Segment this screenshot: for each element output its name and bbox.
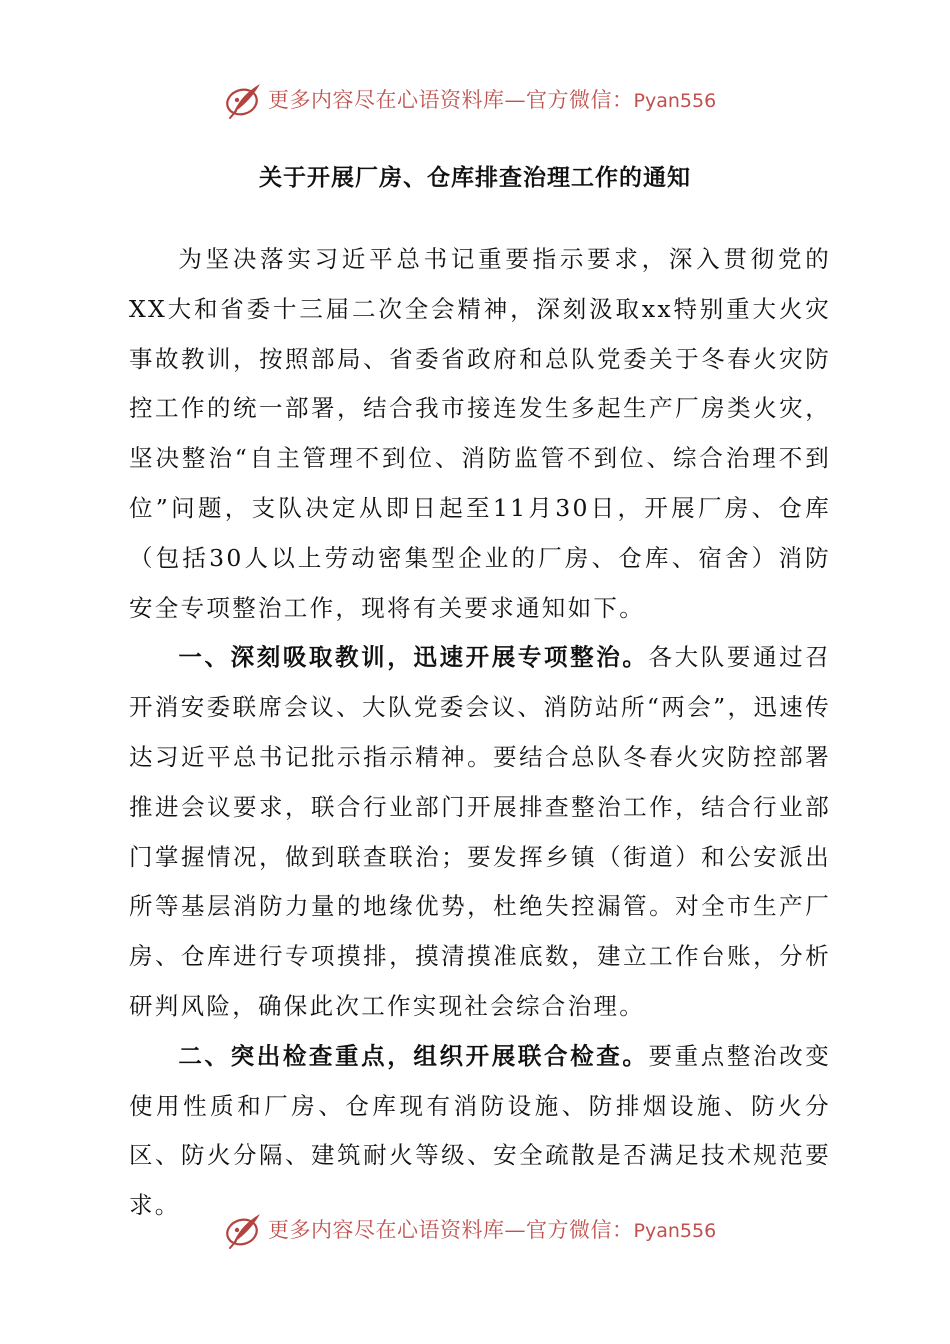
section-2-paragraph xyxy=(129,1032,831,1231)
section-1-text: 各大队要通过召开消安委联席会议、大队党委会议、消防站所“两会”，迅速传达习近平总书记批示指示精神。要结合总队冬春火灾防控部署推进会议要求，联合行业部门开展排查整治工作，结合行业部门掌握情况，做到联查联治；要发挥乡镇（街道）和公安派出所等基层消防力量的地缘优势，杜绝失控漏管。对全市生产厂房、仓库进行专项摸排，摸清摸准底数，建立工作台账，分析研判风险，确保此次工作实现社会综合治理。 xyxy=(129,643,831,1020)
document-title: 关于开展厂房、仓库排查治理工作的通知 xyxy=(259,164,691,191)
section-1-paragraph xyxy=(129,633,831,1031)
feather-pen-logo-icon xyxy=(224,1210,264,1250)
watermark-text xyxy=(268,87,716,114)
intro-paragraph: 为坚决落实习近平总书记重要指示要求，深入贯彻党的XX大和省委十三届二次全会精神，深刻汲取xx特别重大火灾事故教训，按照部局、省委省政府和总队党委关于冬春火灾防控工作的统一部署，结合我市接连发生多起生产厂房类火灾，坚决整治“自主管理不到位、消防监管不到位、综合治理不到位”问题，支队决定从即日起至11月30日，开展厂房、仓库（包括30人以上劳动密集型企业的厂房、仓库、宿舍）消防安全专项整治工作，现将有关要求通知如下。 xyxy=(129,245,831,622)
section-2-heading: 二、突出检查重点，组织开展联合检查。 xyxy=(178,1041,649,1070)
watermark-text xyxy=(268,1217,716,1244)
footer-watermark-banner xyxy=(0,1208,950,1252)
header-watermark-banner xyxy=(0,78,950,122)
section-1-heading: 一、深刻吸取教训，迅速开展专项整治。 xyxy=(178,643,649,672)
watermark-label: 更多内容尽在心语资料库—官方微信： xyxy=(268,88,634,112)
feather-pen-logo-icon xyxy=(224,80,264,120)
watermark-label: 更多内容尽在心语资料库—官方微信： xyxy=(268,1218,634,1242)
document-body xyxy=(129,235,831,1231)
wechat-id: Pyan556 xyxy=(633,90,717,112)
wechat-id: Pyan556 xyxy=(633,1220,717,1242)
section-2-text: 要重点整治改变使用性质和厂房、仓库现有消防设施、防排烟设施、防火分区、防火分隔、建筑耐火等级、安全疏散是否满足技术规范要求。 xyxy=(129,1041,831,1220)
